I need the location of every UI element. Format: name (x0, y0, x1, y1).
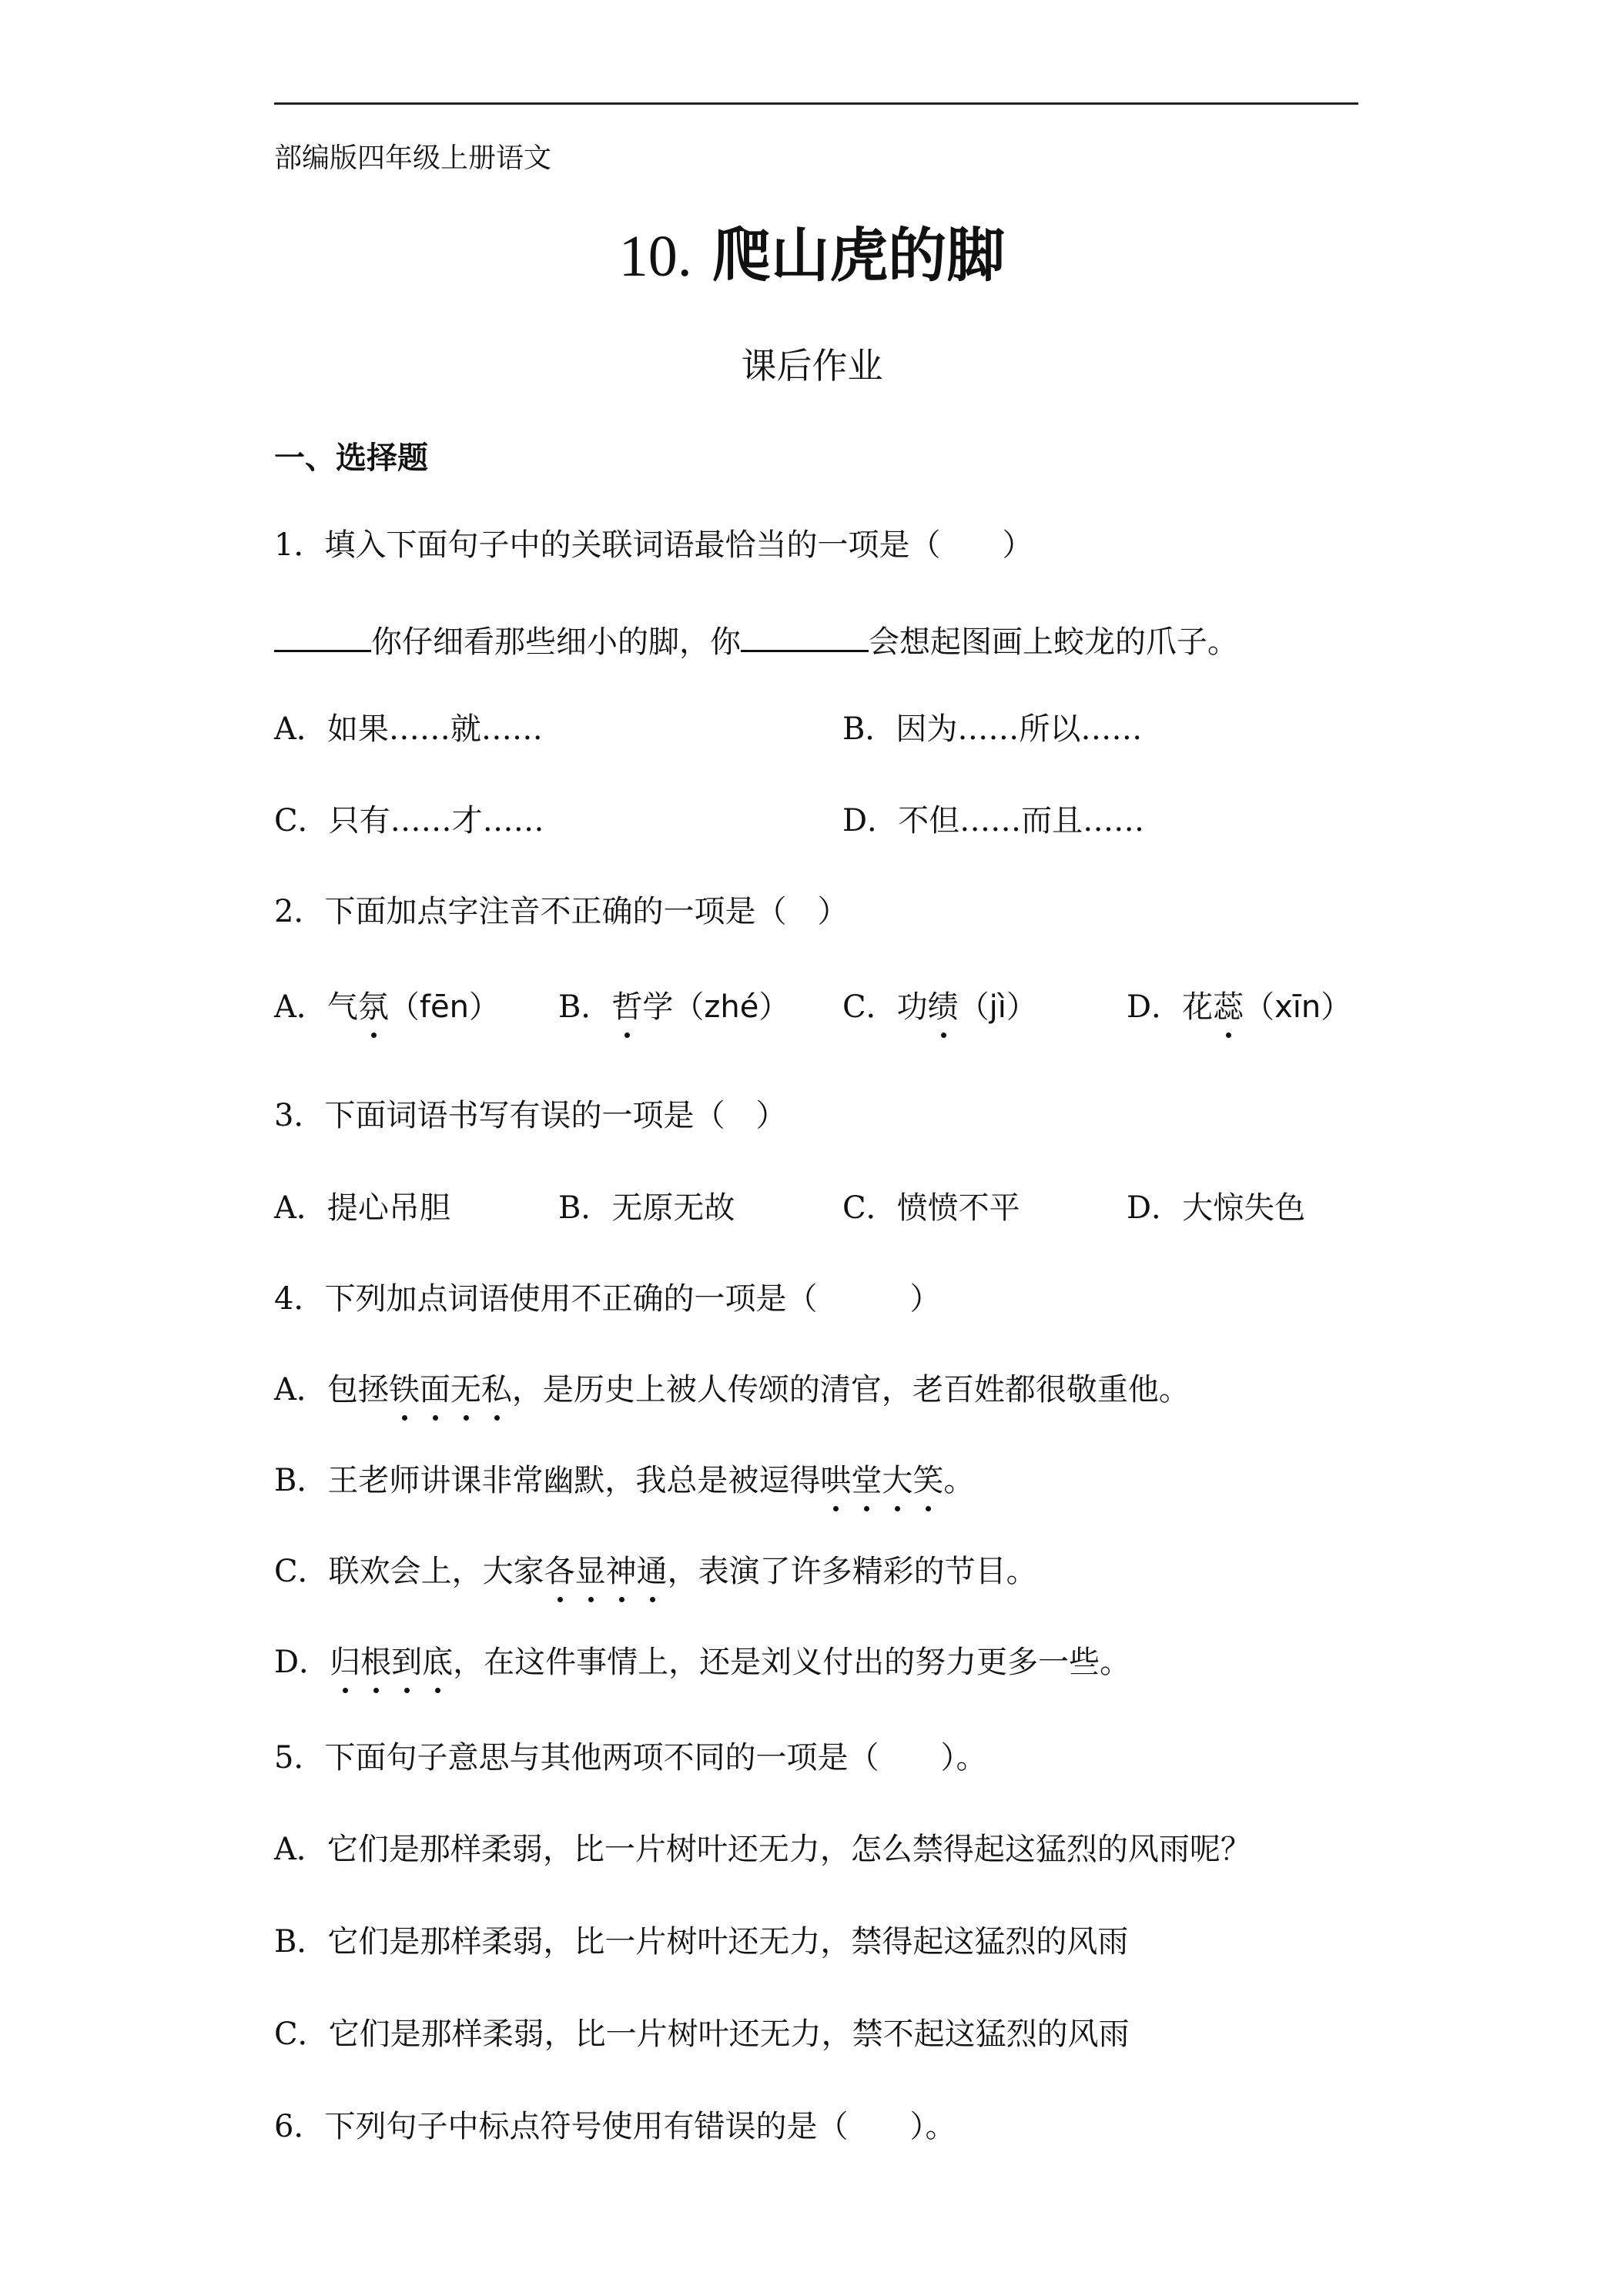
q1-option-a: A．如果……就…… (274, 711, 543, 747)
section-heading: 一、选择题 (274, 440, 428, 476)
q5-option-b: B．它们是那样柔弱，比一片树叶还无力，禁得起这猛烈的风雨 (274, 1924, 1129, 1960)
q1-option-c: C．只有……才…… (274, 803, 544, 838)
q3-option-d: D．大惊失色 (1127, 1190, 1306, 1226)
dotted-char: 哲 (611, 986, 642, 1029)
q3-stem: 3．下面词语书写有误的一项是（ ） (274, 1098, 787, 1133)
header-text: 部编版四年级上册语文 (274, 142, 552, 174)
q1-option-d: D．不但……而且…… (842, 803, 1145, 838)
q4-option-c: C．联欢会上，大家各显神通，表演了许多精彩的节目。 (274, 1550, 1037, 1593)
q2-option-d: D．花蕊（xīn） (1127, 986, 1351, 1029)
dotted-char: 氛 (358, 986, 389, 1029)
q2-option-a: A．气氛（fēn） (274, 986, 500, 1029)
q5-stem: 5．下面句子意思与其他两项不同的一项是（ ）。 (274, 1740, 987, 1776)
q4-option-a: A．包拯铁面无私，是历史上被人传颂的清官，老百姓都很敬重他。 (274, 1368, 1190, 1411)
dotted-char: 绩 (928, 986, 959, 1029)
q2-stem: 2．下面加点字注音不正确的一项是（ ） (274, 894, 849, 929)
q4-option-b: B．王老师讲课非常幽默，我总是被逗得哄堂大笑。 (274, 1459, 974, 1502)
q2-option-c: C．功绩（jì） (842, 986, 1037, 1029)
q1-option-b: B．因为……所以…… (842, 711, 1143, 747)
q1-sentence-part2: 会想起图画上蛟龙的爪子。 (869, 624, 1238, 660)
q1-blank-2 (741, 616, 869, 652)
q2-option-b: B．哲学（zhé） (558, 986, 789, 1029)
q1-sentence (274, 616, 1238, 664)
q3-option-c: C．愤愤不平 (842, 1190, 1020, 1226)
lesson-title: 爬山虎的脚 (712, 221, 1006, 290)
q5-option-c: C．它们是那样柔弱，比一片树叶还无力，禁不起这猛烈的风雨 (274, 2017, 1130, 2052)
q1-blank-1 (274, 616, 371, 652)
page-title (0, 217, 1624, 295)
q4-option-d: D．归根到底，在这件事情上，还是刘义付出的努力更多一些。 (274, 1641, 1130, 1684)
q6-stem: 6．下列句子中标点符号使用有错误的是（ ）。 (274, 2109, 956, 2144)
q5-option-a: A．它们是那样柔弱，比一片树叶还无力，怎么禁得起这猛烈的风雨呢？ (274, 1832, 1251, 1867)
q3-option-b: B．无原无故 (558, 1190, 735, 1226)
q4-stem: 4．下列加点词语使用不正确的一项是（ ） (274, 1281, 941, 1317)
q3-option-a: A．提心吊胆 (274, 1190, 450, 1226)
dotted-char: 蕊 (1213, 986, 1244, 1029)
lesson-number: 10. (618, 224, 692, 289)
page-subtitle: 课后作业 (741, 345, 883, 387)
q1-stem: 1．填入下面句子中的关联词语最恰当的一项是（ ） (274, 527, 1033, 563)
q1-sentence-part1: 你仔细看那些细小的脚，你 (371, 624, 741, 660)
header-rule (274, 102, 1358, 105)
